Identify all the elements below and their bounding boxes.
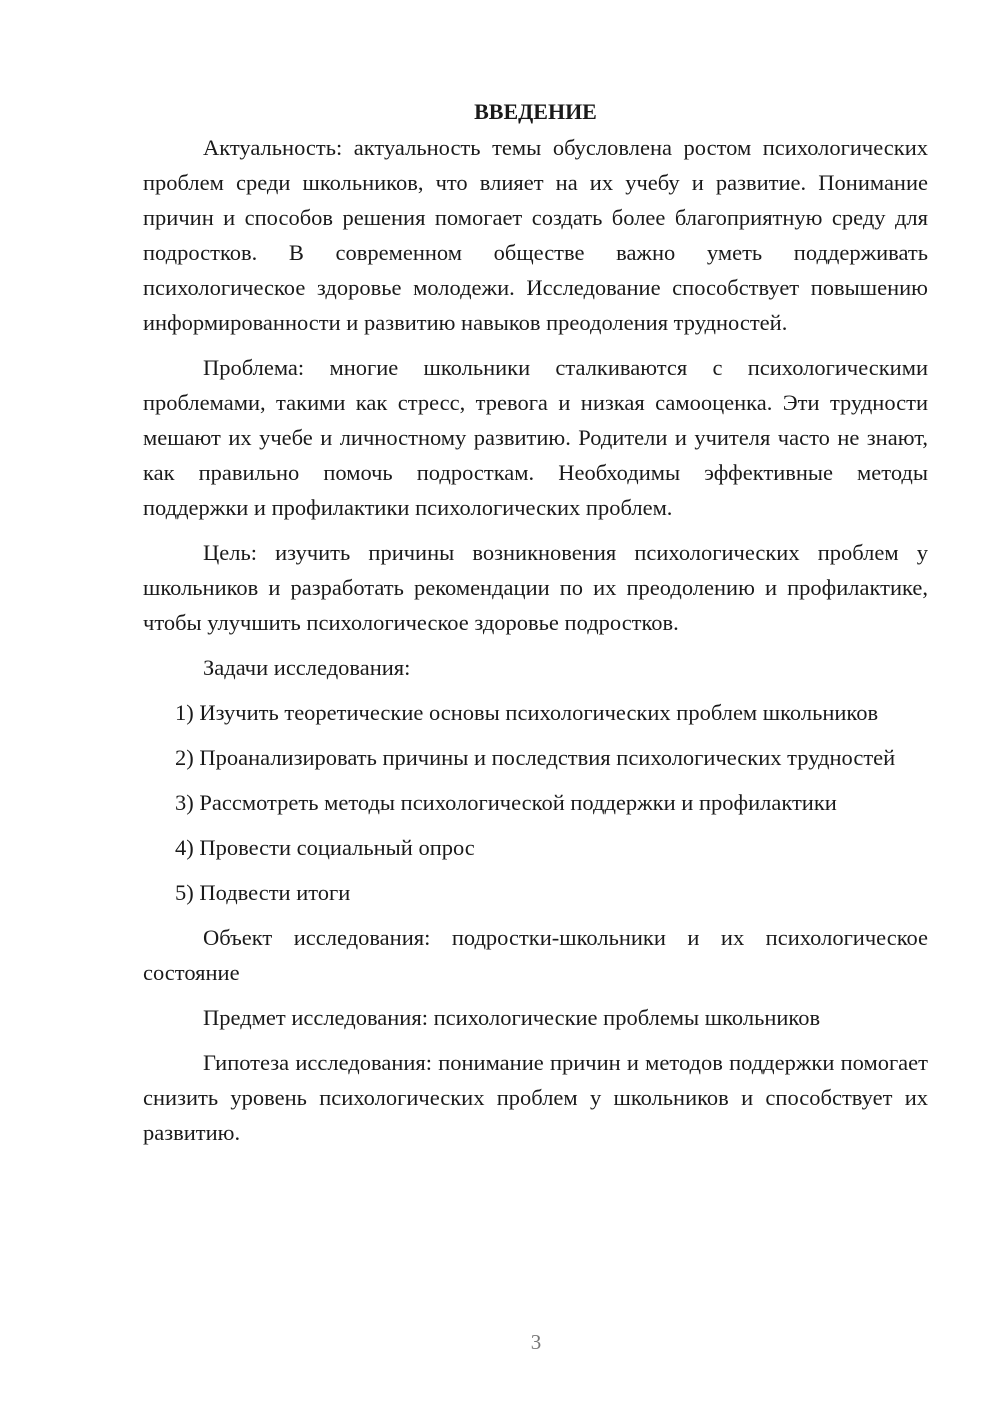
- task-item-5: 5) Подвести итоги: [175, 880, 351, 905]
- goal-paragraph: Цель: изучить причины возникновения психологических проблем у школьников и разработать рекомендации по их преодолению и профилактике, чтобы улучшить психологическое здоровье подростков.: [143, 540, 928, 635]
- page-number: 3: [530, 1330, 542, 1354]
- task-item-2: 2) Проанализировать причины и последствия психологических трудностей: [175, 745, 896, 770]
- tasks-heading: Задачи исследования:: [203, 655, 411, 680]
- document-page: [143, 94, 928, 1160]
- task-item-1: 1) Изучить теоретические основы психологических проблем школьников: [175, 700, 879, 725]
- section-title: ВВЕДЕНИЕ: [474, 99, 597, 124]
- problem-paragraph: Проблема: многие школьники сталкиваются с психологическими проблемами, такими как стресс, тревога и низкая самооценка. Эти трудности мешают их учебе и личностному развитию. Родители и учителя часто не знают, как правильно помочь подросткам. Необходимы эффективные методы поддержки и профилактики психологических проблем.: [143, 355, 928, 520]
- subject-paragraph: Предмет исследования: психологические проблемы школьников: [203, 1005, 821, 1030]
- task-item-4: 4) Провести социальный опрос: [175, 835, 475, 860]
- hypothesis-paragraph: Гипотеза исследования: понимание причин и методов поддержки помогает снизить уровень психологических проблем у школьников и способствует их развитию.: [143, 1050, 928, 1145]
- relevance-paragraph: Актуальность: актуальность темы обусловлена ростом психологических проблем среди школьников, что влияет на их учебу и развитие. Понимание причин и способов решения помогает создать более благоприятную среду для подростков. В современном обществе важно уметь поддерживать психологическое здоровье молодежи. Исследование способствует повышению информированности и развитию навыков преодоления трудностей.: [143, 135, 928, 335]
- task-item-3: 3) Рассмотреть методы психологической поддержки и профилактики: [175, 790, 837, 815]
- object-paragraph: Объект исследования: подростки-школьники и их психологическое состояние: [143, 925, 928, 985]
